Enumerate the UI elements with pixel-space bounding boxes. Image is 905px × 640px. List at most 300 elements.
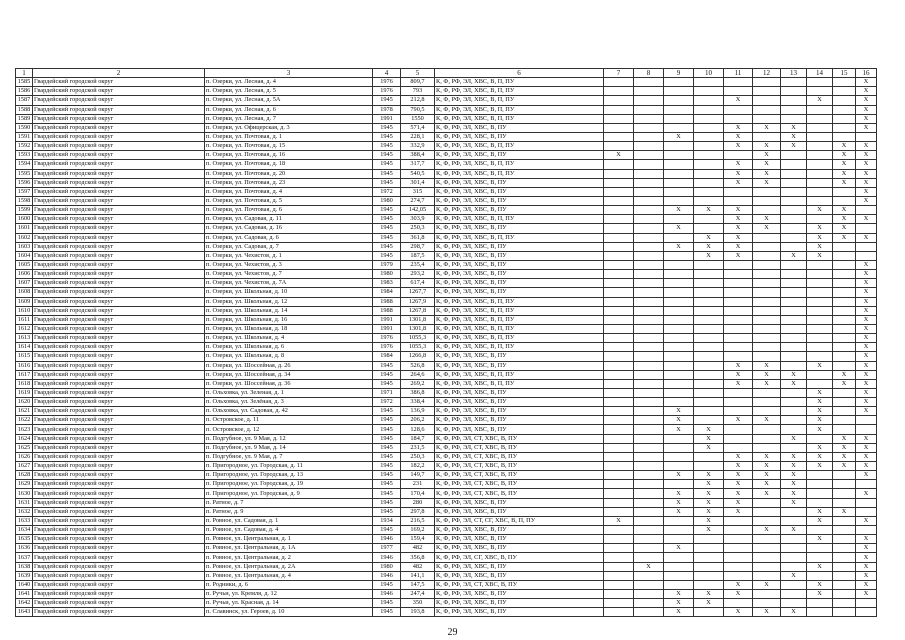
area-cell: 350 [401, 599, 435, 608]
mark-cell-col-10: X [694, 599, 724, 608]
mark-cell-col-8 [634, 105, 664, 114]
mark-cell-col-7 [604, 279, 634, 288]
work-types-cell: К, Ф, РФ, ЭЛ, СТ, ХВС, В, ПУ [435, 443, 604, 452]
mark-cell-col-7 [604, 343, 634, 352]
mark-cell-col-15 [833, 571, 856, 580]
address-cell: п. Озерки, ул. Почтовая, д. 5 [205, 196, 373, 205]
mark-cell-col-15 [833, 562, 856, 571]
mark-cell-col-10 [694, 535, 724, 544]
mark-cell-col-16: X [856, 178, 877, 187]
column-number-5: 5 [401, 69, 435, 78]
mark-cell-col-8 [634, 434, 664, 443]
address-cell: п. Озерки, ул. Почтовая, д. 15 [205, 142, 373, 151]
mark-cell-col-7 [604, 78, 634, 87]
work-types-cell: К, Ф, РФ, ЭЛ, СТ, ХВС, В, ПУ [435, 452, 604, 461]
mark-cell-col-9 [664, 379, 694, 388]
column-number-2: 2 [33, 69, 205, 78]
mark-cell-col-10 [694, 324, 724, 333]
row-number: 1640 [16, 580, 33, 589]
mark-cell-col-14 [807, 324, 833, 333]
mark-cell-col-10 [694, 379, 724, 388]
mark-cell-col-14: X [807, 535, 833, 544]
mark-cell-col-8 [634, 379, 664, 388]
mark-cell-col-13 [781, 580, 807, 589]
row-number: 1617 [16, 370, 33, 379]
mark-cell-col-13 [781, 160, 807, 169]
work-types-cell: К, Ф, РФ, ЭЛ, ХВС, В, ПУ [435, 178, 604, 187]
mark-cell-col-10 [694, 96, 724, 105]
mark-cell-col-10 [694, 370, 724, 379]
mark-cell-col-11 [724, 114, 753, 123]
mark-cell-col-12: X [753, 169, 781, 178]
mark-cell-col-12 [753, 334, 781, 343]
year-cell: 1945 [373, 608, 401, 617]
mark-cell-col-8 [634, 361, 664, 370]
mark-cell-col-12 [753, 288, 781, 297]
table-row [16, 324, 877, 333]
mark-cell-col-10: X [694, 498, 724, 507]
table-row [16, 187, 877, 196]
mark-cell-col-10: X [694, 206, 724, 215]
year-cell: 1945 [373, 471, 401, 480]
row-number: 1587 [16, 96, 33, 105]
mark-cell-col-7 [604, 562, 634, 571]
year-cell: 1945 [373, 215, 401, 224]
mark-cell-col-15 [833, 334, 856, 343]
row-number: 1594 [16, 160, 33, 169]
row-number: 1592 [16, 142, 33, 151]
address-cell: п. Озерки, ул. Лесная, д. 6 [205, 105, 373, 114]
mark-cell-col-8 [634, 443, 664, 452]
mark-cell-col-14 [807, 343, 833, 352]
table-row [16, 562, 877, 571]
mark-cell-col-13 [781, 324, 807, 333]
address-cell: п. Озерки, ул. Садовая, д. 7 [205, 242, 373, 251]
year-cell: 1945 [373, 142, 401, 151]
year-cell: 1945 [373, 379, 401, 388]
mark-cell-col-9 [664, 562, 694, 571]
mark-cell-col-14: X [807, 398, 833, 407]
mark-cell-col-8 [634, 233, 664, 242]
mark-cell-col-16: X [856, 407, 877, 416]
work-types-cell: К, Ф, РФ, ЭЛ, ХВС, В, ПУ [435, 608, 604, 617]
address-cell: п. Родники, д. 6 [205, 580, 373, 589]
mark-cell-col-9: X [664, 544, 694, 553]
mark-cell-col-12: X [753, 178, 781, 187]
mark-cell-col-16: X [856, 452, 877, 461]
area-cell: 250,3 [401, 452, 435, 461]
column-number-6: 6 [435, 69, 604, 78]
mark-cell-col-7 [604, 553, 634, 562]
mark-cell-col-15 [833, 78, 856, 87]
work-types-cell: К, Ф, РФ, ЭЛ, ХВС, В, П, ПУ [435, 324, 604, 333]
mark-cell-col-9 [664, 580, 694, 589]
address-cell: п. Ручьи, ул. Кремля, д. 12 [205, 590, 373, 599]
mark-cell-col-8 [634, 151, 664, 160]
mark-cell-col-11: X [724, 507, 753, 516]
address-cell: п. Подгубное, ул. 9 Мая, д. 12 [205, 434, 373, 443]
address-cell: п. Озерки, ул. Шоссейная, д. 34 [205, 370, 373, 379]
mark-cell-col-16 [856, 242, 877, 251]
mark-cell-col-8 [634, 343, 664, 352]
mark-cell-col-12 [753, 324, 781, 333]
mark-cell-col-7: X [604, 516, 634, 525]
mark-cell-col-9 [664, 169, 694, 178]
mark-cell-col-12: X [753, 160, 781, 169]
row-number: 1624 [16, 434, 33, 443]
table-row [16, 178, 877, 187]
address-cell: п. Ровное, ул. Центральная, д. 1 [205, 535, 373, 544]
year-cell: 1945 [373, 480, 401, 489]
mark-cell-col-7 [604, 233, 634, 242]
area-cell: 298,7 [401, 242, 435, 251]
year-cell: 1988 [373, 297, 401, 306]
row-number: 1631 [16, 498, 33, 507]
work-types-cell: К, Ф, РФ, ЭЛ, ХВС, В, ПУ [435, 260, 604, 269]
mark-cell-col-15: X [833, 178, 856, 187]
area-cell: 388,4 [401, 151, 435, 160]
mark-cell-col-9 [664, 361, 694, 370]
year-cell: 1976 [373, 334, 401, 343]
mark-cell-col-13 [781, 233, 807, 242]
mark-cell-col-13 [781, 407, 807, 416]
mark-cell-col-13 [781, 105, 807, 114]
district-cell: Гвардейский городской округ [33, 187, 205, 196]
mark-cell-col-16 [856, 599, 877, 608]
mark-cell-col-9 [664, 215, 694, 224]
mark-cell-col-12 [753, 233, 781, 242]
mark-cell-col-11 [724, 599, 753, 608]
mark-cell-col-8 [634, 599, 664, 608]
mark-cell-col-12 [753, 114, 781, 123]
area-cell: 317,7 [401, 160, 435, 169]
mark-cell-col-7 [604, 334, 634, 343]
mark-cell-col-10 [694, 260, 724, 269]
mark-cell-col-15 [833, 196, 856, 205]
mark-cell-col-13 [781, 544, 807, 553]
mark-cell-col-7 [604, 260, 634, 269]
year-cell: 1971 [373, 388, 401, 397]
mark-cell-col-13: X [781, 251, 807, 260]
mark-cell-col-12 [753, 260, 781, 269]
mark-cell-col-11: X [724, 471, 753, 480]
mark-cell-col-10 [694, 151, 724, 160]
table-row [16, 608, 877, 617]
work-types-cell: К, Ф, РФ, ЭЛ, ХВС, В, ПУ [435, 187, 604, 196]
mark-cell-col-8 [634, 178, 664, 187]
table-row [16, 224, 877, 233]
mark-cell-col-9 [664, 270, 694, 279]
mark-cell-col-16: X [856, 590, 877, 599]
mark-cell-col-11: X [724, 462, 753, 471]
table-row [16, 407, 877, 416]
mark-cell-col-8 [634, 507, 664, 516]
row-number: 1611 [16, 315, 33, 324]
mark-cell-col-9 [664, 553, 694, 562]
mark-cell-col-10 [694, 361, 724, 370]
mark-cell-col-13 [781, 206, 807, 215]
mark-cell-col-11 [724, 516, 753, 525]
area-cell: 169,2 [401, 526, 435, 535]
district-cell: Гвардейский городской округ [33, 105, 205, 114]
mark-cell-col-15: X [833, 169, 856, 178]
district-cell: Гвардейский городской округ [33, 416, 205, 425]
mark-cell-col-8 [634, 242, 664, 251]
work-types-cell: К, Ф, РФ, ЭЛ, СТ, ХВС, В, ПУ [435, 489, 604, 498]
mark-cell-col-9 [664, 87, 694, 96]
row-number: 1596 [16, 178, 33, 187]
area-cell: 187,5 [401, 251, 435, 260]
mark-cell-col-16 [856, 480, 877, 489]
mark-cell-col-16: X [856, 516, 877, 525]
mark-cell-col-11 [724, 260, 753, 269]
table-row [16, 544, 877, 553]
mark-cell-col-11: X [724, 178, 753, 187]
mark-cell-col-16: X [856, 343, 877, 352]
year-cell: 1934 [373, 516, 401, 525]
mark-cell-col-9 [664, 571, 694, 580]
row-number: 1609 [16, 297, 33, 306]
mark-cell-col-10 [694, 178, 724, 187]
area-cell: 1055,3 [401, 334, 435, 343]
mark-cell-col-7 [604, 96, 634, 105]
mark-cell-col-15 [833, 251, 856, 260]
mark-cell-col-10 [694, 462, 724, 471]
address-cell: п. Озерки, ул. Лесная, д. 4 [205, 78, 373, 87]
table-row [16, 87, 877, 96]
area-cell: 136,9 [401, 407, 435, 416]
area-cell: 1267,9 [401, 297, 435, 306]
mark-cell-col-11: X [724, 142, 753, 151]
year-cell: 1945 [373, 462, 401, 471]
row-number: 1604 [16, 251, 33, 260]
mark-cell-col-11: X [724, 480, 753, 489]
mark-cell-col-13: X [781, 123, 807, 132]
mark-cell-col-15: X [833, 452, 856, 461]
mark-cell-col-10: X [694, 489, 724, 498]
work-types-cell: К, Ф, РФ, ЭЛ, СГ, ХВС, В, ПУ [435, 553, 604, 562]
mark-cell-col-11: X [724, 379, 753, 388]
mark-cell-col-15 [833, 425, 856, 434]
mark-cell-col-8 [634, 196, 664, 205]
mark-cell-col-7 [604, 599, 634, 608]
mark-cell-col-12: X [753, 452, 781, 461]
mark-cell-col-12 [753, 599, 781, 608]
mark-cell-col-8 [634, 590, 664, 599]
mark-cell-col-7 [604, 590, 634, 599]
address-cell: п. Озерки, ул. Школьная, д. 12 [205, 297, 373, 306]
row-number: 1618 [16, 379, 33, 388]
address-cell: п. Озерки, ул. Шоссейная, д. 26 [205, 361, 373, 370]
table-row [16, 343, 877, 352]
mark-cell-col-11 [724, 388, 753, 397]
area-cell: 182,2 [401, 462, 435, 471]
row-number: 1620 [16, 398, 33, 407]
table-row [16, 142, 877, 151]
mark-cell-col-13 [781, 599, 807, 608]
mark-cell-col-10: X [694, 516, 724, 525]
mark-cell-col-16: X [856, 471, 877, 480]
address-cell: п. Пригородное, ул. Городская, д. 13 [205, 471, 373, 480]
mark-cell-col-16 [856, 498, 877, 507]
mark-cell-col-16: X [856, 142, 877, 151]
table-row [16, 535, 877, 544]
mark-cell-col-15 [833, 590, 856, 599]
mark-cell-col-8 [634, 187, 664, 196]
mark-cell-col-8 [634, 215, 664, 224]
mark-cell-col-7 [604, 361, 634, 370]
district-cell: Гвардейский городской округ [33, 361, 205, 370]
mark-cell-col-11 [724, 562, 753, 571]
mark-cell-col-9: X [664, 498, 694, 507]
work-types-cell: К, Ф, РФ, ЭЛ, ХВС, В, ПУ [435, 507, 604, 516]
mark-cell-col-16: X [856, 279, 877, 288]
mark-cell-col-15: X [833, 142, 856, 151]
mark-cell-col-14 [807, 599, 833, 608]
mark-cell-col-8 [634, 297, 664, 306]
mark-cell-col-12: X [753, 471, 781, 480]
work-types-cell: К, Ф, РФ, ЭЛ, ХВС, В, ПУ [435, 388, 604, 397]
row-number: 1610 [16, 306, 33, 315]
column-number-9: 9 [664, 69, 694, 78]
area-cell: 332,9 [401, 142, 435, 151]
work-types-cell: К, Ф, РФ, ЭЛ, СТ, ХВС, В, ПУ [435, 471, 604, 480]
district-cell: Гвардейский городской округ [33, 379, 205, 388]
column-number-3: 3 [205, 69, 373, 78]
area-cell: 809,7 [401, 78, 435, 87]
mark-cell-col-13: X [781, 452, 807, 461]
mark-cell-col-15: X [833, 151, 856, 160]
district-cell: Гвардейский городской округ [33, 480, 205, 489]
mark-cell-col-10 [694, 571, 724, 580]
address-cell: п. Озерки, ул. Школьная, д. 14 [205, 306, 373, 315]
year-cell: 1945 [373, 178, 401, 187]
address-cell: п. Озерки, ул. Лесная, д. 5А [205, 96, 373, 105]
mark-cell-col-13 [781, 297, 807, 306]
mark-cell-col-16 [856, 526, 877, 535]
work-types-cell: К, Ф, РФ, ЭЛ, ХВС, В, ПУ [435, 151, 604, 160]
mark-cell-col-9 [664, 324, 694, 333]
mark-cell-col-16: X [856, 388, 877, 397]
table-row [16, 260, 877, 269]
table-row [16, 571, 877, 580]
column-number-8: 8 [634, 69, 664, 78]
table-row [16, 398, 877, 407]
mark-cell-col-16: X [856, 462, 877, 471]
mark-cell-col-14: X [807, 206, 833, 215]
year-cell: 1945 [373, 452, 401, 461]
mark-cell-col-7 [604, 489, 634, 498]
district-cell: Гвардейский городской округ [33, 78, 205, 87]
district-cell: Гвардейский городской округ [33, 462, 205, 471]
work-types-cell: К, Ф, РФ, ЭЛ, ХВС, В, ПУ [435, 206, 604, 215]
row-number: 1642 [16, 599, 33, 608]
year-cell: 1945 [373, 507, 401, 516]
mark-cell-col-15: X [833, 507, 856, 516]
table-row [16, 352, 877, 361]
mark-cell-col-9 [664, 315, 694, 324]
mark-cell-col-14 [807, 334, 833, 343]
row-number: 1593 [16, 151, 33, 160]
district-cell: Гвардейский городской округ [33, 260, 205, 269]
district-cell: Гвардейский городской округ [33, 151, 205, 160]
column-number-14: 14 [807, 69, 833, 78]
mark-cell-col-8 [634, 260, 664, 269]
mark-cell-col-13 [781, 416, 807, 425]
table-row [16, 288, 877, 297]
mark-cell-col-12 [753, 187, 781, 196]
address-cell: п. Ровное, ул. Центральная, д. 1А [205, 544, 373, 553]
mark-cell-col-16: X [856, 562, 877, 571]
address-cell: п. Озерки, ул. Почтовая, д. 20 [205, 169, 373, 178]
work-types-cell: К, Ф, РФ, ЭЛ, ХВС, В, П, ПУ [435, 370, 604, 379]
address-cell: п. Ольховка, ул. Садовая, д. 42 [205, 407, 373, 416]
mark-cell-col-7 [604, 608, 634, 617]
mark-cell-col-14 [807, 160, 833, 169]
mark-cell-col-7 [604, 480, 634, 489]
mark-cell-col-15 [833, 516, 856, 525]
mark-cell-col-11 [724, 334, 753, 343]
mark-cell-col-15 [833, 306, 856, 315]
mark-cell-col-9: X [664, 425, 694, 434]
year-cell: 1988 [373, 306, 401, 315]
mark-cell-col-10 [694, 562, 724, 571]
area-cell: 1301,8 [401, 324, 435, 333]
mark-cell-col-14 [807, 489, 833, 498]
area-cell: 1267,8 [401, 306, 435, 315]
mark-cell-col-14 [807, 297, 833, 306]
district-cell: Гвардейский городской округ [33, 334, 205, 343]
year-cell: 1945 [373, 443, 401, 452]
mark-cell-col-10 [694, 544, 724, 553]
district-cell: Гвардейский городской округ [33, 242, 205, 251]
address-cell: п. Ровное, ул. Садовая, д. 4 [205, 526, 373, 535]
area-cell: 1266,8 [401, 352, 435, 361]
mark-cell-col-11: X [724, 242, 753, 251]
mark-cell-col-16: X [856, 379, 877, 388]
column-number-11: 11 [724, 69, 753, 78]
mark-cell-col-12 [753, 343, 781, 352]
mark-cell-col-11 [724, 443, 753, 452]
address-cell: п. Озерки, ул. Чехистов, д. 3 [205, 260, 373, 269]
address-cell: п. Озерки, ул. Чехистов, д. 7 [205, 270, 373, 279]
mark-cell-col-13: X [781, 471, 807, 480]
mark-cell-col-8 [634, 78, 664, 87]
mark-cell-col-9 [664, 233, 694, 242]
mark-cell-col-7 [604, 132, 634, 141]
mark-cell-col-12: X [753, 224, 781, 233]
mark-cell-col-8 [634, 553, 664, 562]
year-cell: 1945 [373, 251, 401, 260]
mark-cell-col-8 [634, 370, 664, 379]
row-number: 1622 [16, 416, 33, 425]
mark-cell-col-7 [604, 370, 634, 379]
district-cell: Гвардейский городской округ [33, 571, 205, 580]
table-row [16, 361, 877, 370]
row-number: 1614 [16, 343, 33, 352]
mark-cell-col-8 [634, 306, 664, 315]
mark-cell-col-16 [856, 251, 877, 260]
mark-cell-col-15 [833, 526, 856, 535]
year-cell: 1945 [373, 425, 401, 434]
district-cell: Гвардейский городской округ [33, 178, 205, 187]
district-cell: Гвардейский городской округ [33, 562, 205, 571]
mark-cell-col-8 [634, 516, 664, 525]
area-cell: 247,4 [401, 590, 435, 599]
mark-cell-col-11 [724, 279, 753, 288]
work-types-cell: К, Ф, РФ, ЭЛ, ХВС, В, ПУ [435, 196, 604, 205]
mark-cell-col-16: X [856, 160, 877, 169]
